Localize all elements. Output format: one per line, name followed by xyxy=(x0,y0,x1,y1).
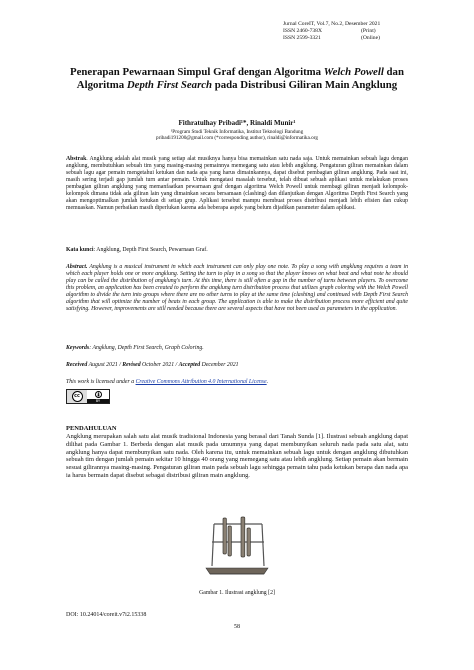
cc-by-badge[interactable] xyxy=(66,389,110,404)
license-prefix: This work is licensed under a xyxy=(66,379,136,385)
received-date: August 2021 / xyxy=(87,362,123,368)
journal-header xyxy=(283,21,458,43)
author-list: Fithratulhay Pribadi¹*, Rinaldi Munir¹ xyxy=(178,119,296,127)
affiliation-line: ¹Program Studi Teknik Informatika, Institut Teknologi Bandung xyxy=(170,129,304,135)
issn-print-label: (Print) xyxy=(361,28,376,35)
person-glyph xyxy=(96,392,101,397)
accepted-date: December 2021 xyxy=(200,362,239,368)
abstract-en-text: Angklung is a musical instrument in which each instrument can only play one note. To play a song with angklung requires a team in which each player holds one or more angklung. Setting the turn to play in a song so that the player knows on what beat and what note he should play can be called the distribution of angklung's turn. At this time, there is still often a gap in the number of turns between players. To overcome this problem, an application has been created to perform the angklung turn distribution process that utilizes graph coloring with the Welch Powell algorithm to divide the turn into groups where there are no other turns to play at the same time (clashing) and continued with Depth First Search algorithm that will optimize the number of beats in each group. The application is able to make the distribution process more efficient and quite satisfying. However, improvements are still needed because there are several aspects that have not been used as parameters in the application. xyxy=(66,264,408,312)
page-number: 58 xyxy=(234,624,240,630)
title-italic: Depth First Search xyxy=(126,78,213,91)
cc-icon: cc xyxy=(72,391,83,402)
submission-dates xyxy=(66,362,408,369)
keywords-label: Keywords xyxy=(66,345,90,351)
received-label: Received xyxy=(66,362,88,368)
license-suffix: . xyxy=(266,379,269,385)
issn-online: ISSN 2599-3321 xyxy=(283,35,321,42)
title-part: dan Algoritma xyxy=(76,66,404,91)
abstract-en-label: Abstract. xyxy=(66,264,88,270)
by-label: BY xyxy=(87,399,109,403)
abstract-text: . Angklung adalah alat musik yang setiap alat musiknya hanya bisa memainkan satu nada saja. Untuk memainkan sebuah lagu dengan angklung, membutuhkan sebuah tim yang masing-masing pemainnya memegang satu atau lebih angklung. Pengaturan giliran memainkan dalam sebuah lagu agar pemain mengetahui ketukan dan nada apa yang harus dimainkannya, dapat disebut pembagian giliran angklung. Pada saat ini, masih sering terjadi gap jumlah turn antar pemain. Untuk mengatasi masalah tersebut, telah dibuat sebuah aplikasi untuk melakukan proses pembagian giliran angklung yang memanfaatkan pewarnaan graf dengan algoritma Welch Powell untuk membagi giliran menjadi kelompok-kelompok dimana tidak ada giliran lain yang dimainkan secara bersamaan (clashing) dan dilanjutkan dengan Algoritma Depth First Search yang akan mengoptimalkan jumlah ketukan di setiap grup. Aplikasi tersebut mampu membuat proses distribusi menjadi lebih efisien dan cukup memuaskan. Namun perbaikan masih diperlukan karena ada beberapa aspek yang belum dijadikan parameter dalam aplikasi. xyxy=(66,156,408,211)
person-icon xyxy=(95,391,102,398)
abstract-english xyxy=(66,264,408,313)
email-line: pribadi191200@gmail.com (*corresponding author), rinaldi@informatika.org xyxy=(156,135,318,142)
kata-kunci xyxy=(66,247,408,254)
paper-title xyxy=(56,66,418,91)
revised-date: October 2021 / xyxy=(140,362,179,368)
revised-label: Revised xyxy=(122,362,141,368)
doi-line: DOI: 10.24014/coreit.v7i2.15338 xyxy=(66,612,147,618)
abstract-label: Abstrak xyxy=(66,156,87,162)
accepted-label: Accepted xyxy=(178,362,201,368)
license-notice xyxy=(66,379,408,386)
cc-logo xyxy=(67,390,87,403)
license-link[interactable]: Creative Commons Attribution 4.0 International License xyxy=(135,379,267,385)
body-paragraph: Angklung merupakan salah satu alat musik tradisional Indonesia yang berasal dari Tanah Sunda [1]. Ilustrasi sebuah angklung dapat dilihat pada Gambar 1. Berbeda dengan alat musik pada umumnya yang dapat membunyikan seluruh nada pada satu alat, satu angklung hanya dapat membunyikan satu nada. Oleh karena itu, untuk memainkan sebuah lagu untuk dengan angklung dibutuhkan sebuah tim dengan jumlah pemain sekitar 10 hingga 40 orang yang memegang satu atau lebih angklung. Setiap pemain akan bermain sesuai gilirannya masing-masing. Pengaturan giliran main pada sebuah lagu sehingga pemain tahu pada ketukan berapa dan nada apa ia harus bermain dapat disebut sebagai distribusi giliran main angklung. xyxy=(66,433,408,479)
figure-caption: Gambar 1. Ilustrasi angklung [2] xyxy=(199,590,275,596)
title-part: Penerapan Pewarnaan Simpul Graf dengan Algoritma xyxy=(70,66,324,78)
kata-kunci-label: Kata kunci xyxy=(66,247,94,253)
journal-name: Jurnal CoreIT, Vol.7, No.2, Desember 2021 xyxy=(283,21,381,27)
keywords xyxy=(66,345,408,352)
keywords-text: : Angklung, Depth First Search, Graph Coloring. xyxy=(89,345,204,351)
section-heading: PENDAHULUAN xyxy=(66,425,117,432)
abstract-indonesian xyxy=(66,156,408,212)
kata-kunci-text: : Angklung, Depth First Search, Pewarnaan Graf. xyxy=(93,247,208,253)
title-italic: Welch Powell xyxy=(323,66,384,78)
by-section xyxy=(87,390,109,403)
angklung-icon xyxy=(190,516,284,584)
title-part: pada Distribusi Giliran Main Angklung xyxy=(212,78,398,91)
issn-online-row xyxy=(283,35,458,42)
affiliation xyxy=(80,129,394,142)
issn-print: ISSN 2460-738X xyxy=(283,28,323,35)
angklung-illustration xyxy=(190,516,284,584)
issn-online-label: (Online) xyxy=(361,35,380,42)
